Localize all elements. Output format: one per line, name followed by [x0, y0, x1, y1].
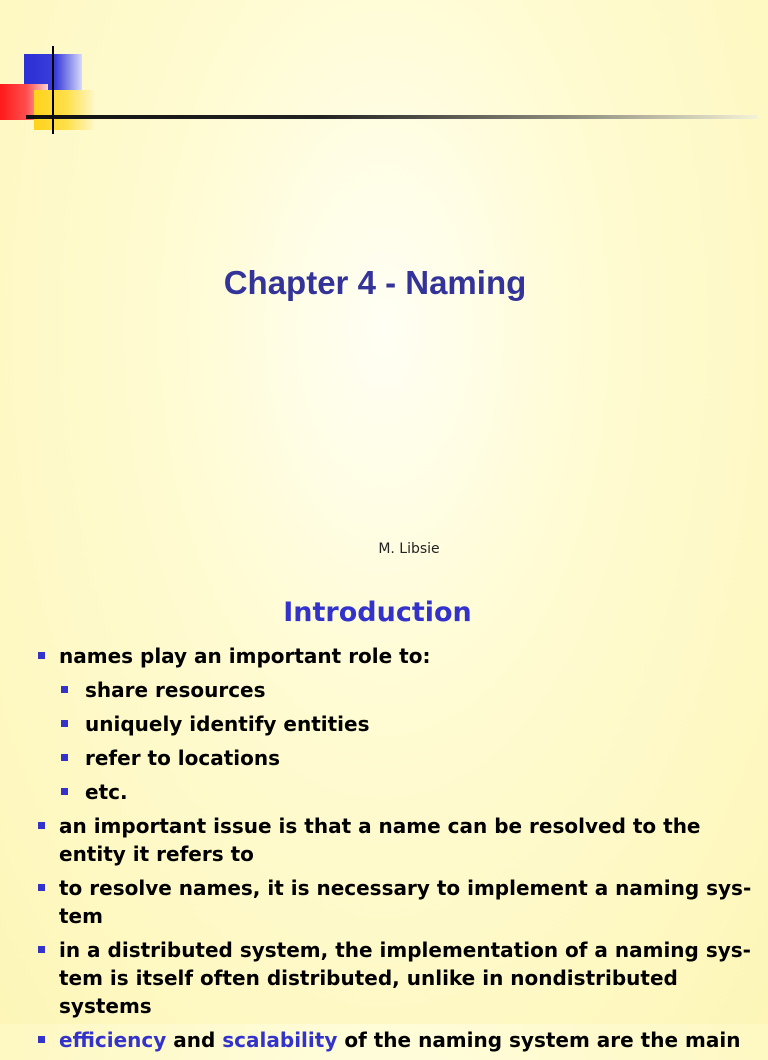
bullet-item [38, 1026, 763, 1054]
chapter-title: Chapter 4 - Naming [223, 264, 527, 301]
bullet-item: in a distributed system, the implementation of a naming sys-tem is itself often distributed, unlike in nondistributed systems [38, 936, 763, 1020]
bullet-text: names play an important role to: [59, 644, 431, 668]
bullet-item [38, 642, 763, 806]
bullet-text: of the naming system are the main [344, 1028, 741, 1052]
bullet-item: to resolve names, it is necessary to implement a naming sys-tem [38, 874, 763, 930]
slide-title: Introduction [283, 597, 472, 628]
logo-yellow-square [34, 90, 94, 130]
author-name: M. Libsie [378, 541, 440, 557]
emphasis-scalability: scalability [222, 1028, 338, 1052]
sub-bullet-item: etc. [59, 778, 763, 806]
sub-bullet-list [59, 676, 763, 806]
header-rule [26, 115, 758, 119]
sub-bullet-item: share resources [59, 676, 763, 704]
sub-bullet-item: uniquely identify entities [59, 710, 763, 738]
emphasis-efficiency: efficiency [59, 1028, 167, 1052]
bullet-text: and [173, 1028, 216, 1052]
bullet-list [38, 642, 763, 1060]
introduction-slide [0, 580, 768, 1052]
bullet-item: an important issue is that a name can be resolved to the entity it refers to [38, 812, 763, 868]
logo-vertical-line [52, 46, 54, 134]
sub-bullet-item: refer to locations [59, 744, 763, 772]
